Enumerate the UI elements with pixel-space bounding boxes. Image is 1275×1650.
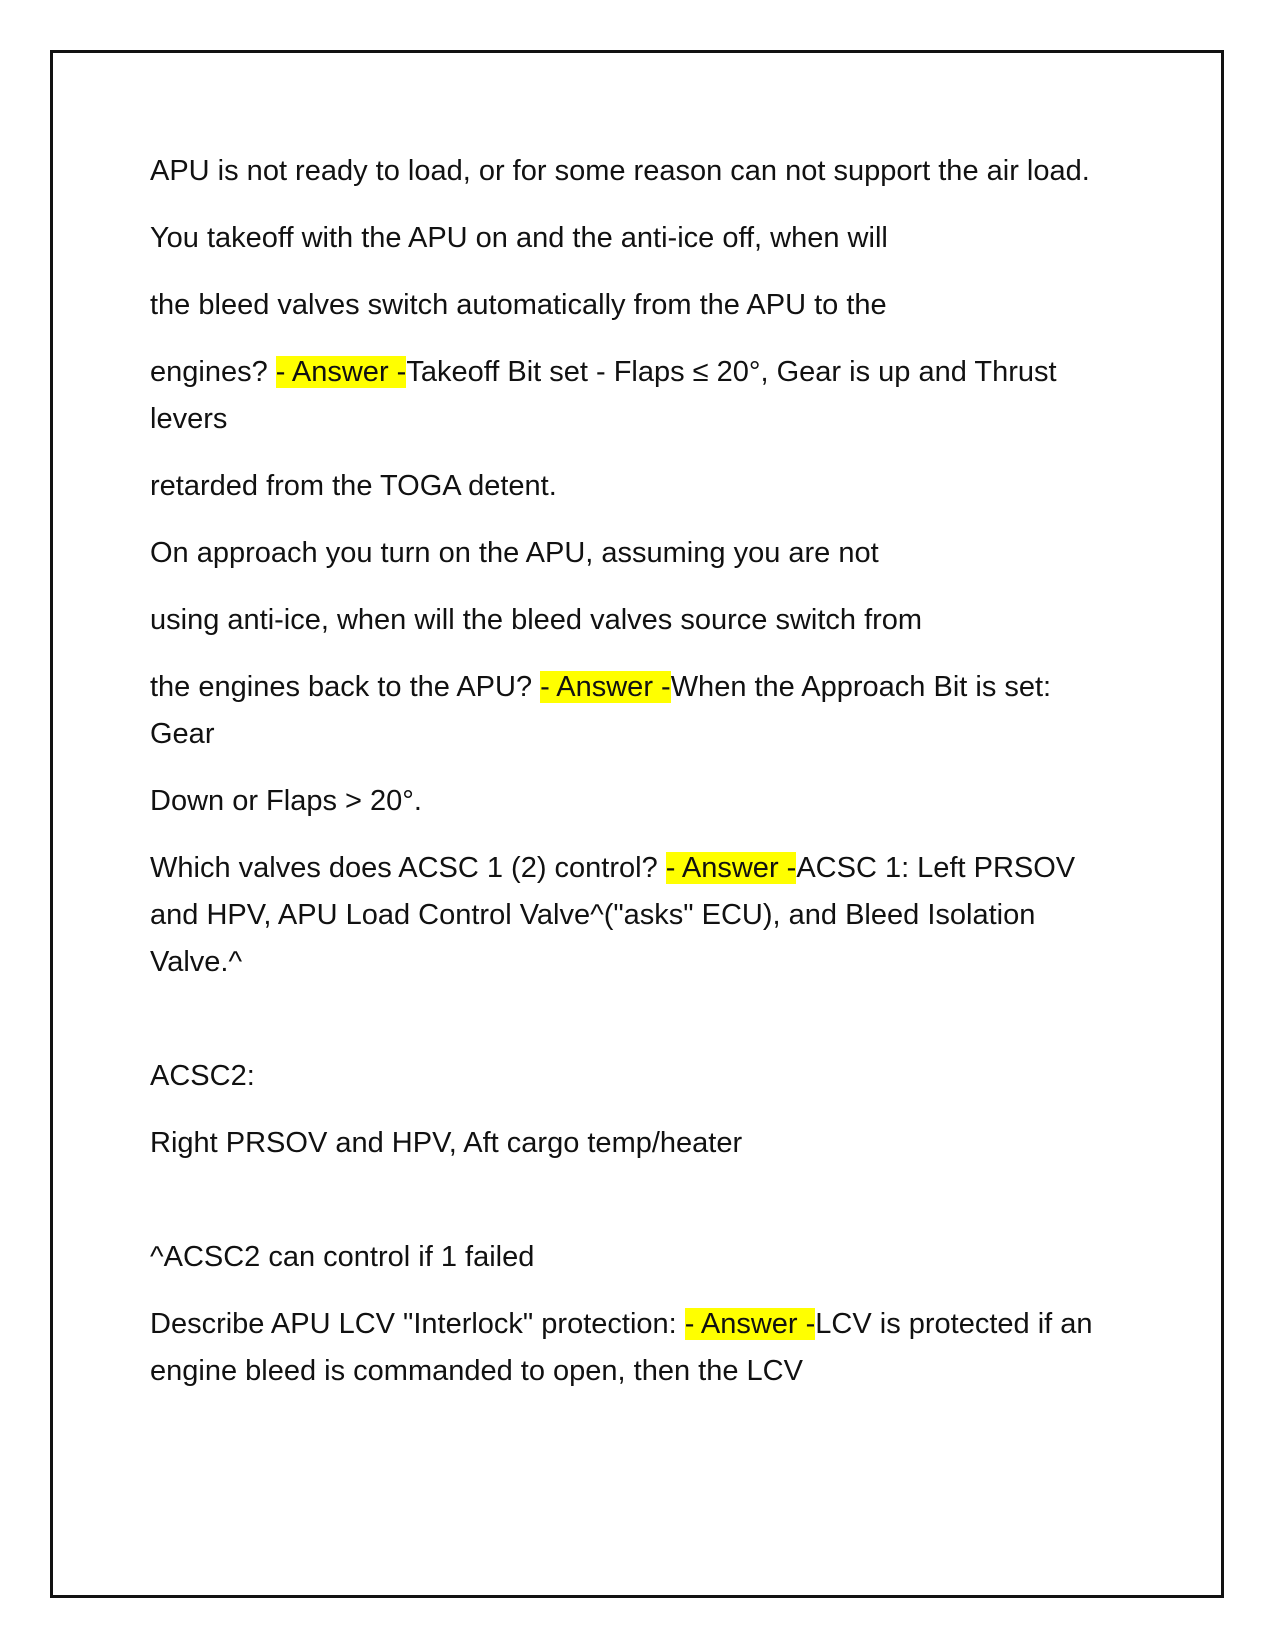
paragraph-text: APU is not ready to load, or for some reason can not support the air load. — [150, 155, 1090, 187]
question-approach-line-1 — [150, 530, 1110, 577]
question-lcv-interlock — [150, 1301, 1110, 1395]
question-takeoff-line-2 — [150, 282, 1110, 329]
question-takeoff-line-1 — [150, 215, 1110, 262]
paragraph-text: On approach you turn on the APU, assuming you are not — [150, 537, 879, 569]
paragraph-text: the bleed valves switch automatically from the APU to the — [150, 289, 887, 321]
answer-text: LCV is protected if an engine bleed is commanded to open, then the LCV — [150, 1308, 1093, 1387]
blank-line — [150, 1187, 1110, 1234]
question-acsc-valves — [150, 845, 1110, 986]
answer-highlight: - Answer - — [684, 1308, 816, 1340]
paragraph-text: engines? — [150, 356, 276, 388]
paragraph-apu-not-ready — [150, 148, 1110, 195]
blank-line — [150, 1006, 1110, 1053]
paragraph-text: Describe APU LCV "Interlock" protection: — [150, 1308, 685, 1340]
document-body — [150, 148, 1110, 1415]
answer-takeoff-continuation — [150, 463, 1110, 510]
answer-text: ACSC 1: Left PRSOV and HPV, APU Load Control Valve^("asks" ECU), and Bleed Isolation Valve.^ — [150, 852, 1076, 978]
acsc2-note — [150, 1234, 1110, 1281]
paragraph-text: ACSC2: — [150, 1060, 255, 1092]
paragraph-text: Which valves does ACSC 1 (2) control? — [150, 852, 666, 884]
paragraph-text: using anti-ice, when will the bleed valves source switch from — [150, 604, 923, 636]
question-approach-line-2 — [150, 597, 1110, 644]
answer-text: Takeoff Bit set - Flaps ≤ 20°, Gear is up and Thrust levers — [150, 356, 1057, 435]
answer-text: When the Approach Bit is set: Gear — [150, 671, 1052, 750]
paragraph-text: You takeoff with the APU on and the anti-ice off, when will — [150, 222, 888, 254]
answer-highlight: - Answer - — [540, 671, 671, 703]
answer-approach-continuation — [150, 778, 1110, 825]
paragraph-text: retarded from the TOGA detent. — [150, 470, 557, 502]
paragraph-text: ^ACSC2 can control if 1 failed — [150, 1241, 535, 1273]
answer-highlight: - Answer - — [665, 852, 797, 884]
question-takeoff-line-3 — [150, 349, 1110, 443]
acsc2-valves — [150, 1120, 1110, 1167]
answer-highlight: - Answer - — [275, 356, 407, 388]
question-approach-line-3 — [150, 664, 1110, 758]
paragraph-text: Down or Flaps > 20°. — [150, 785, 422, 817]
acsc2-heading — [150, 1053, 1110, 1100]
paragraph-text: Right PRSOV and HPV, Aft cargo temp/heater — [150, 1127, 743, 1159]
paragraph-text: the engines back to the APU? — [150, 671, 541, 703]
